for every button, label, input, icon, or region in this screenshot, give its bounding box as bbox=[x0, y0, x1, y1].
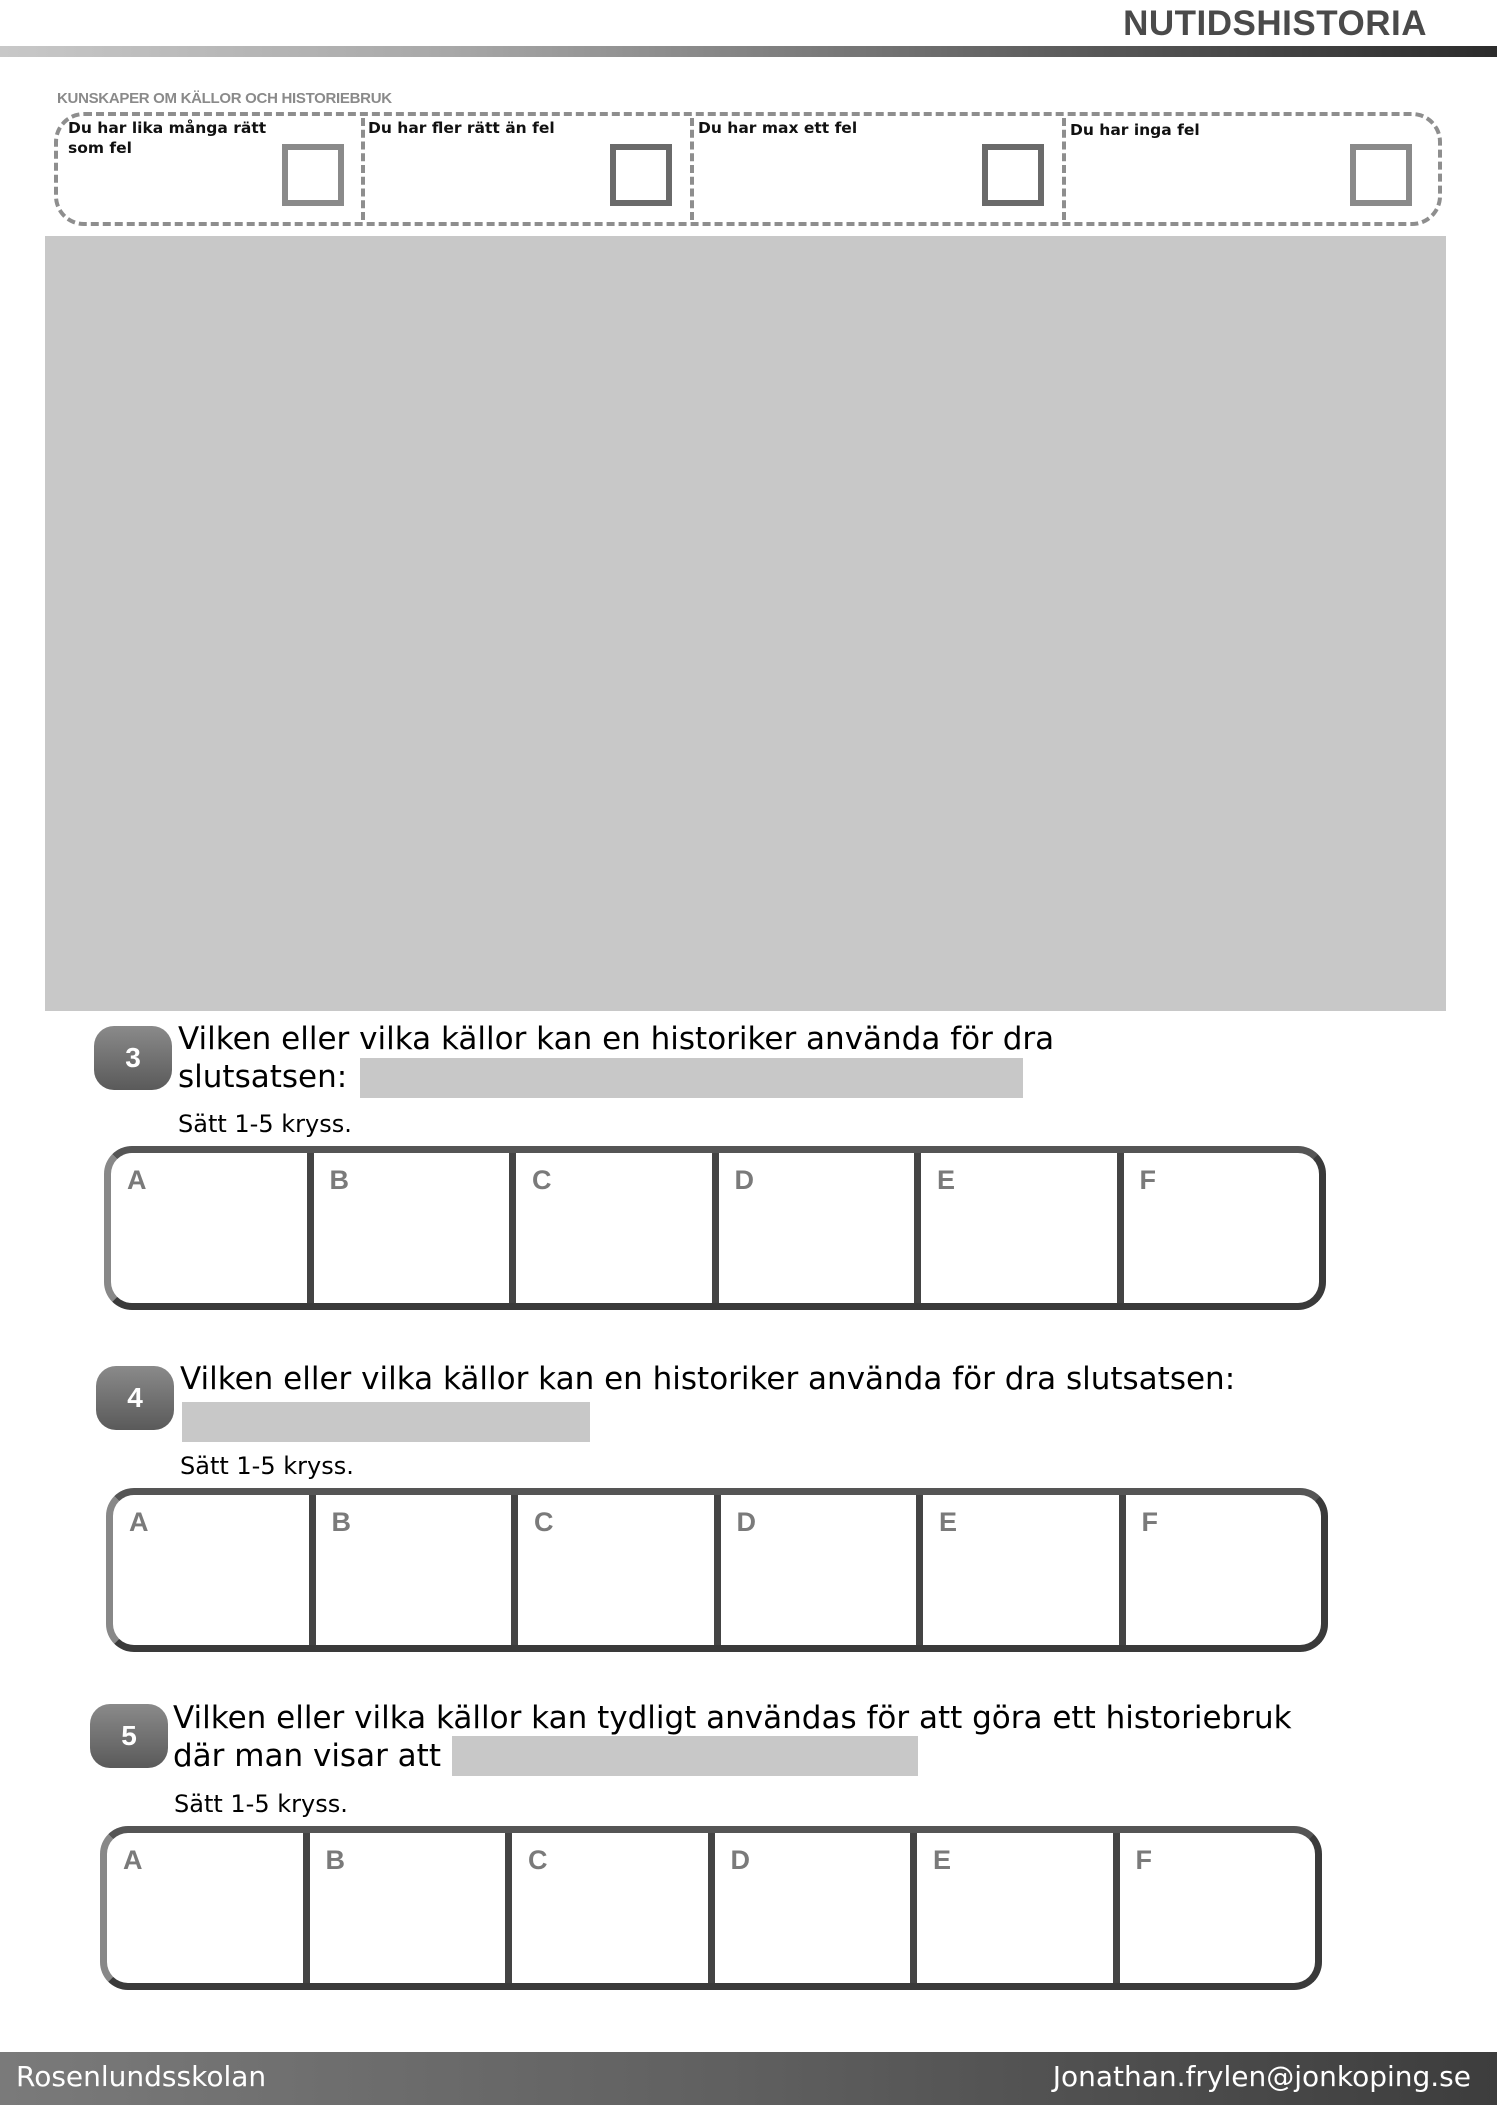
redacted-image-area bbox=[45, 236, 1446, 1011]
answer-cell-a[interactable]: A bbox=[113, 1495, 316, 1645]
question-3-answer-row bbox=[104, 1146, 1326, 1310]
question-4-answer-row bbox=[106, 1488, 1328, 1652]
rubric-level-1-checkbox[interactable] bbox=[282, 144, 344, 206]
question-3-instruction: Sätt 1-5 kryss. bbox=[178, 1110, 352, 1138]
answer-cell-c[interactable]: C bbox=[516, 1153, 719, 1303]
question-5-text: Vilken eller vilka källor kan tydligt användas för att göra ett historiebruk där man visar att bbox=[173, 1700, 1292, 1774]
rubric-level-4-checkbox[interactable] bbox=[1350, 144, 1412, 206]
answer-cell-c[interactable]: C bbox=[512, 1833, 715, 1983]
question-4-text: Vilken eller vilka källor kan en historiker använda för dra slutsatsen: bbox=[180, 1361, 1236, 1397]
answer-cell-b[interactable]: B bbox=[316, 1495, 519, 1645]
rubric-level-4-label: Du har inga fel bbox=[1070, 121, 1200, 139]
rubric-level-3-checkbox[interactable] bbox=[982, 144, 1044, 206]
question-5-badge: 5 bbox=[90, 1704, 168, 1768]
answer-cell-f[interactable]: F bbox=[1141, 1507, 1158, 1537]
rubric-level-1-label: Du har lika många rätt som fel bbox=[68, 119, 267, 157]
answer-cell-a[interactable]: A bbox=[111, 1153, 314, 1303]
answer-cell-e[interactable]: E bbox=[921, 1153, 1124, 1303]
header-rule bbox=[0, 46, 1497, 57]
question-3-text: Vilken eller vilka källor kan en historiker använda för dra slutsatsen: bbox=[178, 1021, 1055, 1095]
answer-cell-d[interactable]: D bbox=[715, 1833, 918, 1983]
question-5-instruction: Sätt 1-5 kryss. bbox=[174, 1790, 348, 1818]
question-5-answer-row bbox=[100, 1826, 1322, 1990]
question-4-redacted bbox=[182, 1402, 590, 1442]
answer-cell-b[interactable]: B bbox=[314, 1153, 517, 1303]
answer-cell-f[interactable]: F bbox=[1139, 1165, 1156, 1195]
footer-school: Rosenlundsskolan bbox=[16, 2060, 267, 2093]
question-4-badge: 4 bbox=[96, 1366, 174, 1430]
answer-cell-a[interactable]: A bbox=[107, 1833, 310, 1983]
rubric-divider bbox=[1062, 118, 1066, 220]
answer-cell-b[interactable]: B bbox=[310, 1833, 513, 1983]
answer-cell-e[interactable]: E bbox=[923, 1495, 1126, 1645]
rubric-level-2-label: Du har fler rätt än fel bbox=[368, 119, 555, 137]
rubric-level-3-label: Du har max ett fel bbox=[698, 119, 858, 137]
rubric-level-2-checkbox[interactable] bbox=[610, 144, 672, 206]
question-3-redacted bbox=[360, 1058, 1023, 1098]
rubric-divider bbox=[361, 118, 365, 220]
answer-cell-d[interactable]: D bbox=[721, 1495, 924, 1645]
answer-cell-f[interactable]: F bbox=[1135, 1845, 1152, 1875]
rubric-divider bbox=[690, 118, 694, 220]
answer-cell-c[interactable]: C bbox=[518, 1495, 721, 1645]
question-4-instruction: Sätt 1-5 kryss. bbox=[180, 1452, 354, 1480]
question-5-redacted bbox=[452, 1736, 918, 1776]
question-3-badge: 3 bbox=[94, 1026, 172, 1090]
page-header-title: NUTIDSHISTORIA bbox=[1123, 4, 1427, 43]
answer-cell-e[interactable]: E bbox=[917, 1833, 1120, 1983]
rubric-title: KUNSKAPER OM KÄLLOR OCH HISTORIEBRUK bbox=[57, 90, 392, 107]
answer-cell-d[interactable]: D bbox=[719, 1153, 922, 1303]
footer-email[interactable]: Jonathan.frylen@jonkoping.se bbox=[1052, 2060, 1471, 2093]
